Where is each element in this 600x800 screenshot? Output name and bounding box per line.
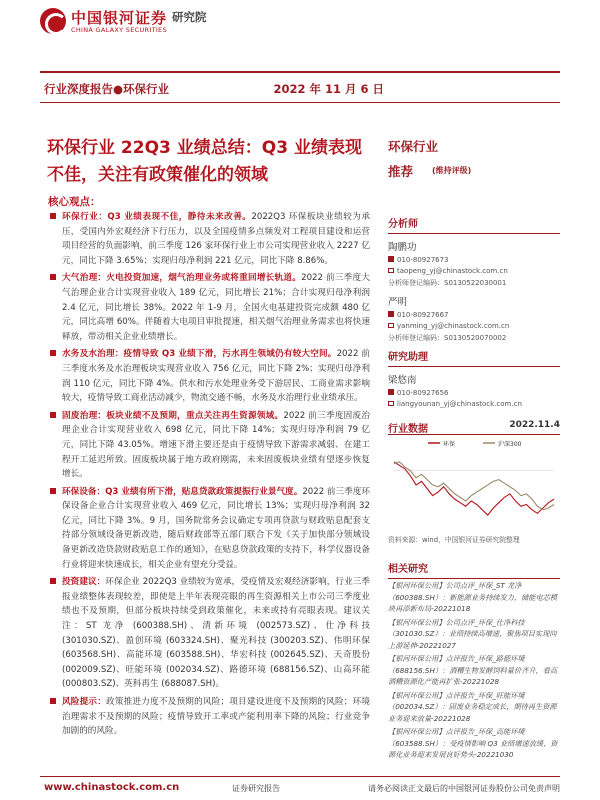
report-band xyxy=(40,71,560,103)
rating: 推荐 xyxy=(388,164,414,179)
paragraph-highlight: 固废治理：板块业绩不及预期，重点关注再生资源领域。 xyxy=(62,410,284,421)
paragraph-highlight: 环保行业：Q3 业绩表现不佳，静待未来改善。 xyxy=(62,212,252,222)
paragraph-highlight: 风险提示： xyxy=(62,697,107,707)
footer-website[interactable]: www.chinastock.com.cn xyxy=(44,782,180,793)
legend-label: 沪深300 xyxy=(498,441,522,448)
chart-header-label: 行业数据 xyxy=(388,424,428,435)
assistant-name: 梁悠南 xyxy=(388,375,417,386)
analyst-phone: 010-80927673 xyxy=(397,256,449,264)
chart-source: 资料来源：wind，中国银河证券研究院整理 xyxy=(388,536,520,544)
bullet-square-icon xyxy=(50,213,56,219)
phone-icon xyxy=(388,256,394,262)
paragraph-highlight: 大气治理：火电投资加速，烟气治理业务或将重回增长轨道。 xyxy=(62,273,302,284)
paragraph-text: 政策推进力度不及预期的风险；项目建设进度不及预期的风险；环境治理需求不及预期的风险；疫情导致开工率或产能利用率下降的风险；行业竞争加剧的的风险。 xyxy=(62,697,370,737)
assistant-header: 研究助理 xyxy=(388,348,560,367)
analyst-name: 严明 xyxy=(388,297,408,308)
analyst-cert: 分析师登记编码：S0130520070002 xyxy=(388,334,507,342)
mail-icon xyxy=(388,323,394,328)
related-research-item[interactable]: 【银河环保公用】公司点评_环保_ST 龙净（600388.SH）：新能源业务持续发力，储能电芯模块再添新布局-20221018 xyxy=(388,581,558,613)
assistant-email[interactable]: liangyounan_yj@chinastock.com.cn xyxy=(397,400,522,408)
related-research-item[interactable]: 【银河环保公用】点评报告_环保_旺能环境（002034.SZ）：固废业务稳定成长，期待再生资源业务迎来放量-20221028 xyxy=(388,690,557,723)
paragraph-text: 2022 前三季度固废治理企业合计实现营业收入 698 亿元，同比下降 14%；实现归母净利润 79 亿元，同比下降 43.05%。增速下滑主要还是由于疫情导致下游需求减弱、在建工程开工延迟所致。固废板块属于地方政府刚需，未来固废板块业绩有望逐步恢复增长。 xyxy=(62,410,370,480)
report-date: 2022 年 11 月 6 日 xyxy=(273,82,384,96)
paragraph-highlight: 投资建议： xyxy=(62,577,106,588)
paragraph-text: 2022Q3 环保板块业绩较为承压，受国内外宏观经济下行压力，以及全国疫情多点频发对工程项目建设和运营项目经营的负面影响，前三季度 126 家环保行业上市公司实现营业收入 2227 亿元，同比下降 3.65%；实现归母净利润 221 亿元，同比下降 8.86%。 xyxy=(62,212,370,266)
core-view-paragraph xyxy=(46,271,370,344)
core-view-paragraph xyxy=(46,575,370,692)
paragraph-text: 环保企业 2022Q3 业绩较为宽承，受疫情及宏观经济影响，行业三季报业绩整体表现较差，即使是上半年表现亮眼的再生资源相关上市公司三季度业绩也不及预期，但部分板块持续受到政策催化，未来或持有亮眼表现。建议关注：ST 龙净 (600388.SH)、清新环境 (002573.SZ)、仕净科技 (301030.SZ)、盈创环境 (603324.SH)、聚光科技 (300203.SZ)、伟明环保 (603568.SH)、高能环境 (603588.SH)、华宏科技 (002645.SZ)、天奇股份 (002009.SZ)、旺能环境 (002034.SZ)、路德环境 (688156.SZ)、山高环能 (000803.SZ)、英科再生 (688087.SH)。 xyxy=(62,577,370,690)
analyst-name: 陶鹏功 xyxy=(388,242,417,253)
related-research-item[interactable]: 【银河环保公用】点评报告_环保_高能环境（603588.SH）：受疫情影响 Q3 业绩增速放缓，资源化业务迎来发展良好势头-20221030 xyxy=(388,727,558,759)
assistant-section xyxy=(388,348,560,408)
analyst-email[interactable]: yanming_yj@chinastock.com.cn xyxy=(397,322,510,330)
rating-note: (维持评级) xyxy=(432,166,472,175)
logo-chinese: 中国银河证券 xyxy=(71,9,168,27)
bullet-square-icon xyxy=(50,412,56,418)
galaxy-logo-icon xyxy=(40,8,66,34)
chart-header-date: 2022.11.4 xyxy=(509,420,560,430)
related-research-item[interactable]: 【银河环保公用】点评报告_环保_路德环境（688156.SH）：酒糟生物发酵饲料量价齐升，看高酒糟资源化产能再扩张-20221028 xyxy=(388,654,558,686)
related-research-header: 相关研究 xyxy=(388,560,560,579)
report-type: 行业深度报告●环保行业 xyxy=(44,82,170,96)
institute-label: 研究院 xyxy=(172,10,207,24)
bullet-square-icon xyxy=(50,698,56,704)
paragraph-highlight: 环保设备：Q3 业绩有所下滑，贴息贷款政策提振行业景气度。 xyxy=(62,486,303,497)
core-view-paragraph xyxy=(46,347,370,405)
legend-label: 环保 xyxy=(443,441,456,448)
mail-icon xyxy=(388,268,394,273)
industry-data-header xyxy=(388,420,560,435)
logo-english: CHINA GALAXY SECURITIES xyxy=(71,26,167,34)
related-research-list xyxy=(388,580,560,763)
core-view-paragraph xyxy=(46,695,370,739)
paragraph-text: 2022 前三季度环保设备企业合计实现营业收入 469 亿元，同比增长 13%；实现归母净利润 32 亿元，同比下降 3%。9 月，国务院常务会议确定专项再贷款与财政贴息配套支持部分领域设备更新改造，随后财政部等五部门联合下发《关于加快部分领域设备更新改造贷款财政贴息工作的通知》，在贴息贷款政策的支持下，科学仪器设备行业将迎来快速成长，相关企业有望充分受益。 xyxy=(62,486,370,570)
phone-icon xyxy=(388,389,394,395)
bullet-square-icon xyxy=(50,578,56,584)
footer-disclaimer: 请务必阅读正文最后的中国银河证券股份公司免责声明 xyxy=(368,784,560,793)
core-views-body xyxy=(46,210,370,742)
report-header xyxy=(0,0,600,60)
series-line-0 xyxy=(394,462,554,515)
analyst-phone: 010-80927667 xyxy=(397,311,449,319)
analyst-section xyxy=(388,215,560,343)
analyst-cert: 分析师登记编码：S0130522030001 xyxy=(388,279,507,287)
phone-icon xyxy=(388,311,394,317)
footer-doc-type: 证券研究报告 xyxy=(232,784,280,793)
analyst-email[interactable]: taopeng_yj@chinastock.com.cn xyxy=(397,267,508,275)
industry-line-chart xyxy=(388,437,560,532)
paragraph-text: 2022 前三季度大气治理企业合计实现营业收入 189 亿元，同比增长 21%；合计实现归母净利润 2.4 亿元，同比增长 38%。2022 年 1-9 月，全国火电基建投资完成额 480 亿元，同比高增 60%。伴随着大电项目审批提速，相关烟气治理业务需求也将快速释放，带动相关企业业绩增长。 xyxy=(62,273,370,342)
core-view-paragraph xyxy=(46,485,370,573)
bullet-square-icon xyxy=(50,274,56,280)
analyst-2 xyxy=(388,294,560,343)
paragraph-highlight: 水务及水治理：疫情导致 Q3 业绩下滑，污水再生领域仍有较大空间。 xyxy=(62,349,337,360)
assistant-phone: 010-80927656 xyxy=(397,389,449,397)
mail-icon xyxy=(388,401,394,406)
bullet-square-icon xyxy=(50,488,56,494)
analyst-1 xyxy=(388,239,560,288)
sector-name: 环保行业 xyxy=(388,139,439,154)
report-title: 环保行业 22Q3 业绩总结：Q3 业绩表现不佳，关注有政策催化的领域 xyxy=(47,138,362,185)
core-views-label: 核心观点： xyxy=(48,196,101,208)
paragraph-text: 2022 前三季度水务及水治理板块实现营业收入 756 亿元，同比下降 2%；实现归母净利润 110 亿元，同比下降 4%。供水和污水处理业务受下游居民、工商业需求影响较大，疫情导致工商业活动减少，物流交通不畅，水务及水治理行业业绩承压。 xyxy=(62,349,370,404)
bullet-square-icon xyxy=(50,350,56,356)
analyst-header: 分析师 xyxy=(388,215,560,234)
related-research-item[interactable]: 【银河环保公用】公司点评_环保_仕净科技（301030.SZ）：业绩持续高增速，聚焦项目实现向上游延伸-20221027 xyxy=(388,617,557,650)
core-view-paragraph xyxy=(46,409,370,482)
page-footer xyxy=(40,776,560,796)
core-view-paragraph xyxy=(46,210,370,268)
